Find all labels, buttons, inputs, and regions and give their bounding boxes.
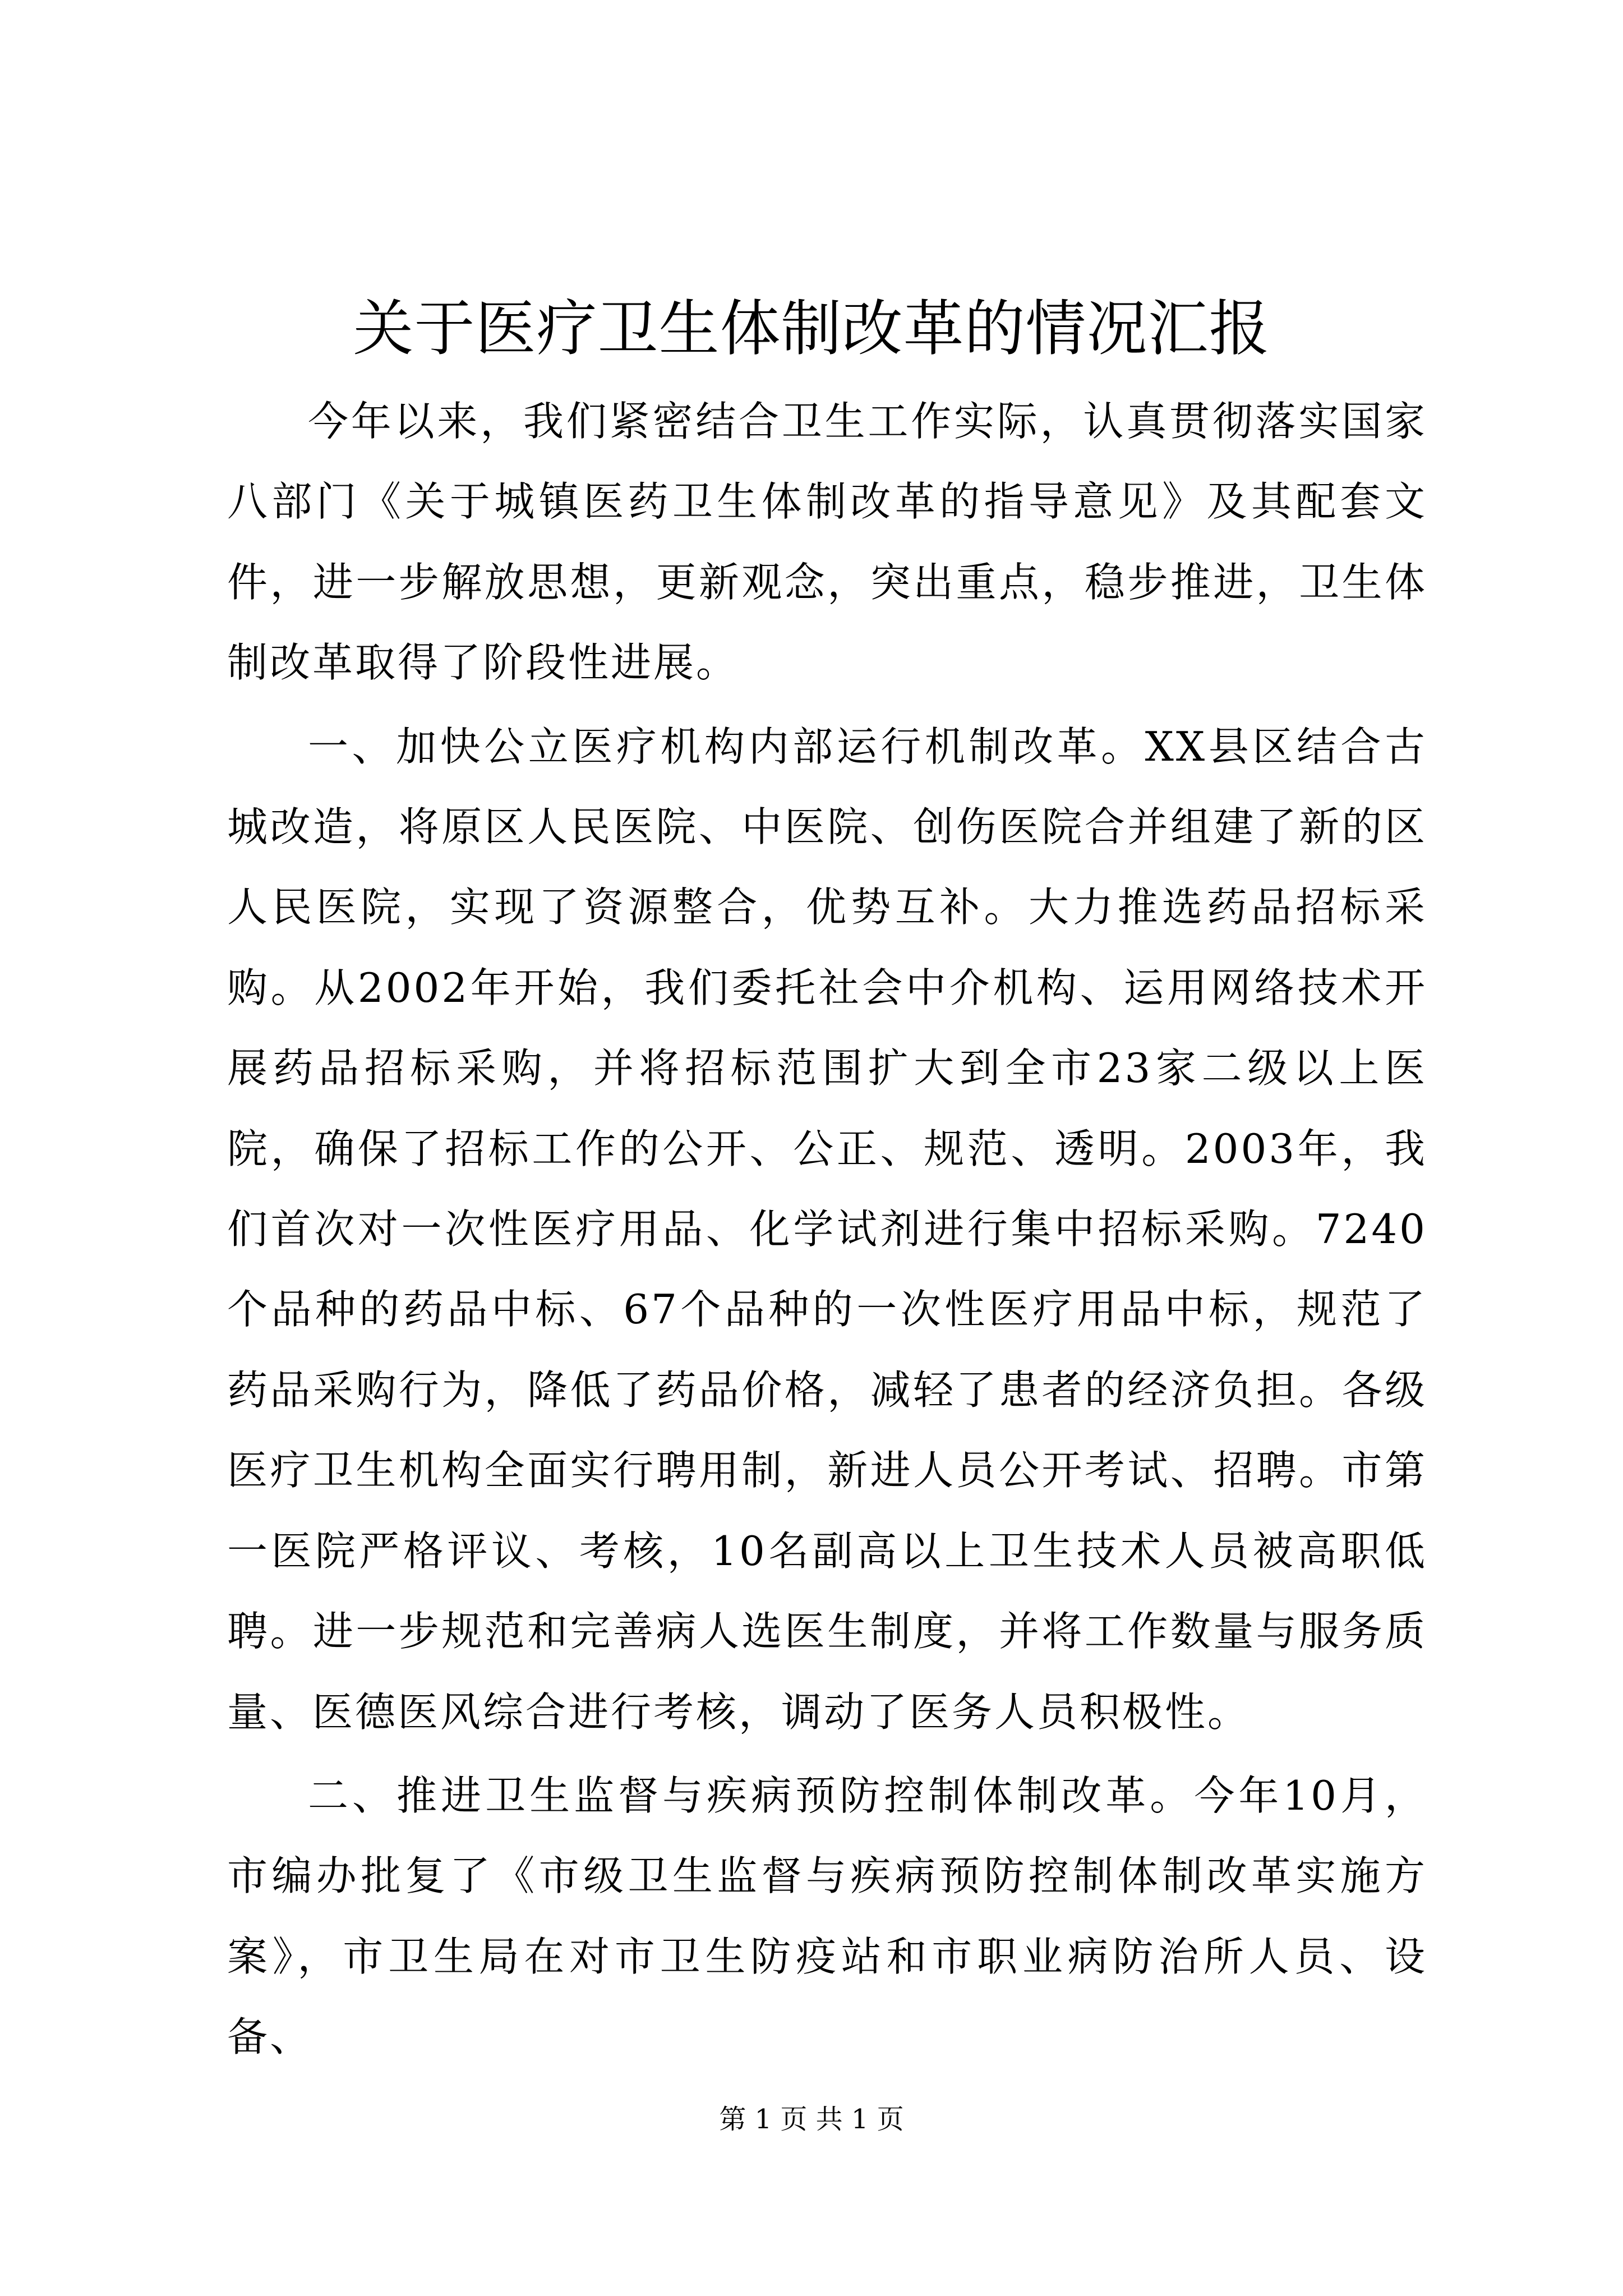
document-title: 关于医疗卫生体制改革的情况汇报 xyxy=(353,294,1270,364)
paragraph-section-2: 二、推进卫生监督与疾病预防控制体制改革。今年10月，市编办批复了《市级卫生监督与疾病预防控制体制改革实施方案》，市卫生局在对市卫生防疫站和市职业病防治所人员、设备、 xyxy=(227,1772,1427,2061)
paragraph-section-1: 一、加快公立医疗机构内部运行机制改革。XX县区结合古城改造，将原区人民医院、中医院、创伤医院合并组建了新的区人民医院，实现了资源整合，优势互补。大力推选药品招标采购。从2002年开始，我们委托社会中介机构、运用网络技术开展药品招标采购，并将招标范围扩大到全市23家二级以上医院，确保了招标工作的公开、公正、规范、透明。2003年，我们首次对一次性医疗用品、化学试剂进行集中招标采购。7240个品种的药品中标、67个品种的一次性医疗用品中标，规范了药品采购行为，降低了药品价格，减轻了患者的经济负担。各级医疗卫生机构全面实行聘用制，新进人员公开考试、招聘。市第一医院严格评议、考核，10名副高以上卫生技术人员被高职低聘。进一步规范和完善病人选医生制度，并将工作数量与服务质量、医德医风综合进行考核，调动了医务人员积极性。 xyxy=(227,723,1427,1736)
paragraph-intro: 今年以来，我们紧密结合卫生工作实际，认真贯彻落实国家八部门《关于城镇医药卫生体制改革的指导意见》及其配套文件，进一步解放思想，更新观念，突出重点，稳步推进，卫生体制改革取得了阶段性进展。 xyxy=(227,398,1427,687)
page-number-label: 第 1 页 共 1 页 xyxy=(719,2104,904,2135)
page-footer xyxy=(0,2102,1623,2136)
document-body xyxy=(227,381,1427,2081)
